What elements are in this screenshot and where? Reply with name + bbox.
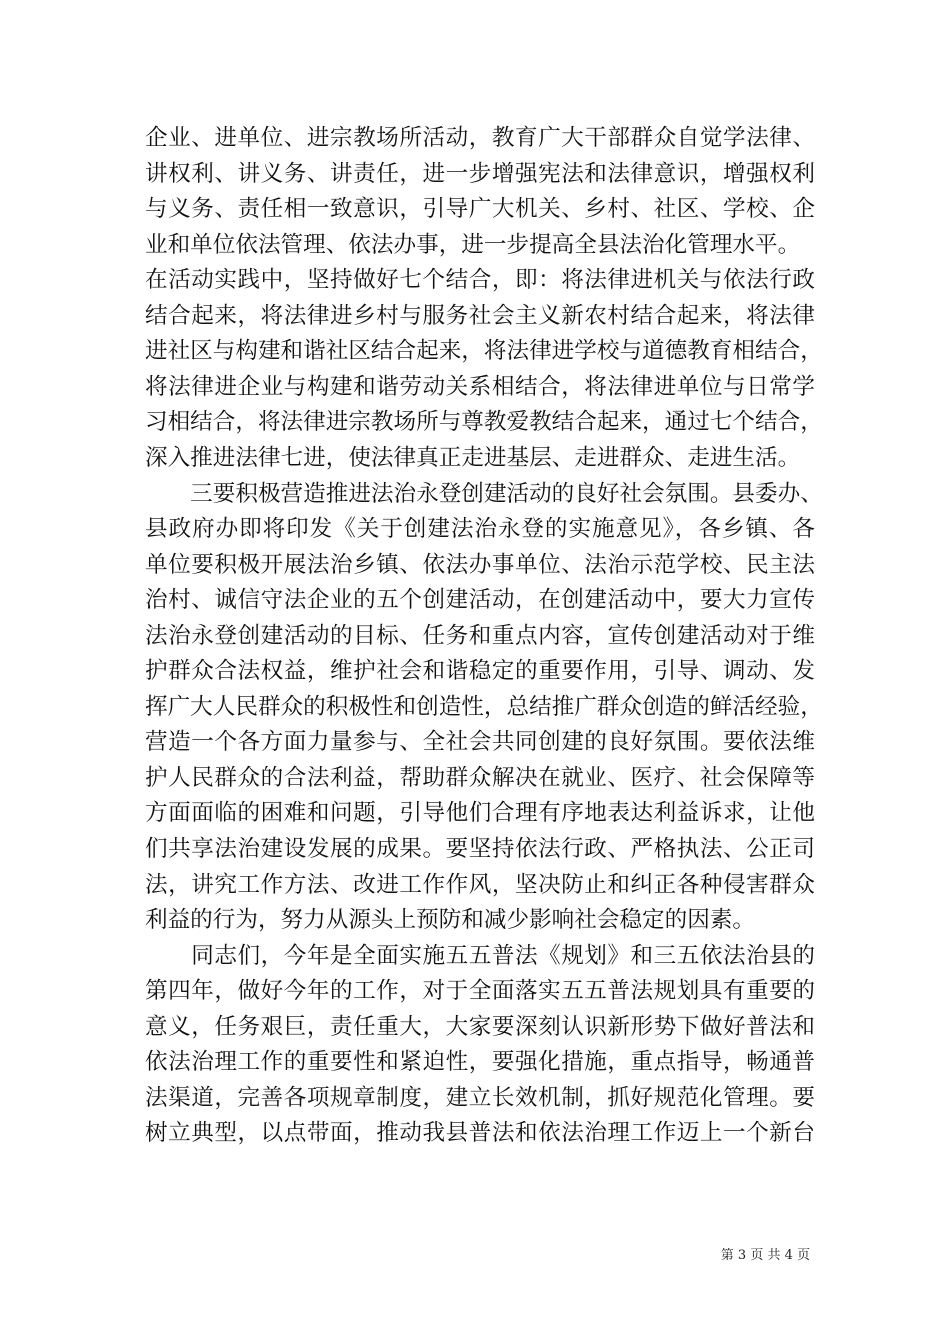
text-line: 护人民群众的合法利益，帮助群众解决在就业、医疗、社会保障等: [145, 764, 815, 791]
text-line: 县政府办即将印发《关于创建法治永登的实施意见》，各乡镇、各: [145, 516, 815, 542]
text-line: 在活动实践中，坚持做好七个结合，即：将法律进机关与依法行政: [145, 267, 815, 294]
text-line: 树立典型，以点带面，推动我县普法和依法治理工作迈上一个新台: [145, 1120, 815, 1147]
text-line: 法治永登创建活动的目标、任务和重点内容，宣传创建活动对于维: [145, 622, 815, 649]
text-line: 结合起来，将法律进乡村与服务社会主义新农村结合起来，将法律: [145, 302, 815, 329]
text-line: 利益的行为，努力从源头上预防和减少影响社会稳定的因素。: [145, 907, 756, 934]
text-line: 将法律进企业与构建和谐劳动关系相结合，将法律进单位与日常学: [145, 373, 815, 400]
text-line: 挥广大人民群众的积极性和创造性，总结推广群众创造的鲜活经验，: [145, 693, 823, 720]
text-line: 企业、进单位、进宗教场所活动，教育广大干部群众自觉学法律、: [145, 125, 815, 151]
text-line: 们共享法治建设发展的成果。要坚持依法行政、严格执法、公正司: [145, 836, 815, 862]
text-line: 法，讲究工作方法、改进工作作风，坚决防止和纠正各种侵害群众: [145, 871, 815, 898]
text-line: 深入推进法律七进，使法律真正走进基层、走进群众、走进生活。: [145, 444, 801, 471]
text-line: 第四年，做好今年的工作，对于全面落实五五普法规划具有重要的: [145, 978, 815, 1005]
page-number-footer: 第 3 页 共 4 页: [720, 1248, 810, 1263]
text-line: 进社区与构建和谐社区结合起来，将法律进学校与道德教育相结合，: [145, 338, 823, 365]
text-line: 意义，任务艰巨，责任重大，大家要深刻认识新形势下做好普法和: [145, 1013, 815, 1040]
text-line: 营造一个各方面力量参与、全社会共同创建的良好氛围。要依法维: [145, 729, 815, 756]
text-line: 护群众合法权益，维护社会和谐稳定的重要作用，引导、调动、发: [145, 658, 815, 685]
text-line: 习相结合，将法律进宗教场所与尊教爱教结合起来，通过七个结合，: [145, 409, 823, 436]
text-line: 法渠道，完善各项规章制度，建立长效机制，抓好规范化管理。要: [145, 1084, 815, 1111]
text-line: 单位要积极开展法治乡镇、依法办事单位、法治示范学校、民主法: [145, 551, 815, 578]
text-line: 三要积极营造推进法治永登创建活动的良好社会氛围。县委办、: [145, 480, 823, 507]
text-line: 业和单位依法管理、依法办事，进一步提高全县法治化管理水平。: [145, 231, 801, 258]
text-line: 同志们，今年是全面实施五五普法《规划》和三五依法治县的: [145, 942, 815, 969]
text-line: 讲权利、讲义务、讲责任，进一步增强宪法和法律意识，增强权利: [145, 160, 815, 187]
text-line: 方面面临的困难和问题，引导他们合理有序地表达利益诉求，让他: [145, 800, 815, 827]
text-line: 与义务、责任相一致意识，引导广大机关、乡村、社区、学校、企: [145, 196, 815, 223]
text-line: 依法治理工作的重要性和紧迫性，要强化措施，重点指导，畅通普: [145, 1049, 815, 1076]
text-line: 治村、诚信守法企业的五个创建活动，在创建活动中，要大力宣传: [145, 587, 815, 614]
